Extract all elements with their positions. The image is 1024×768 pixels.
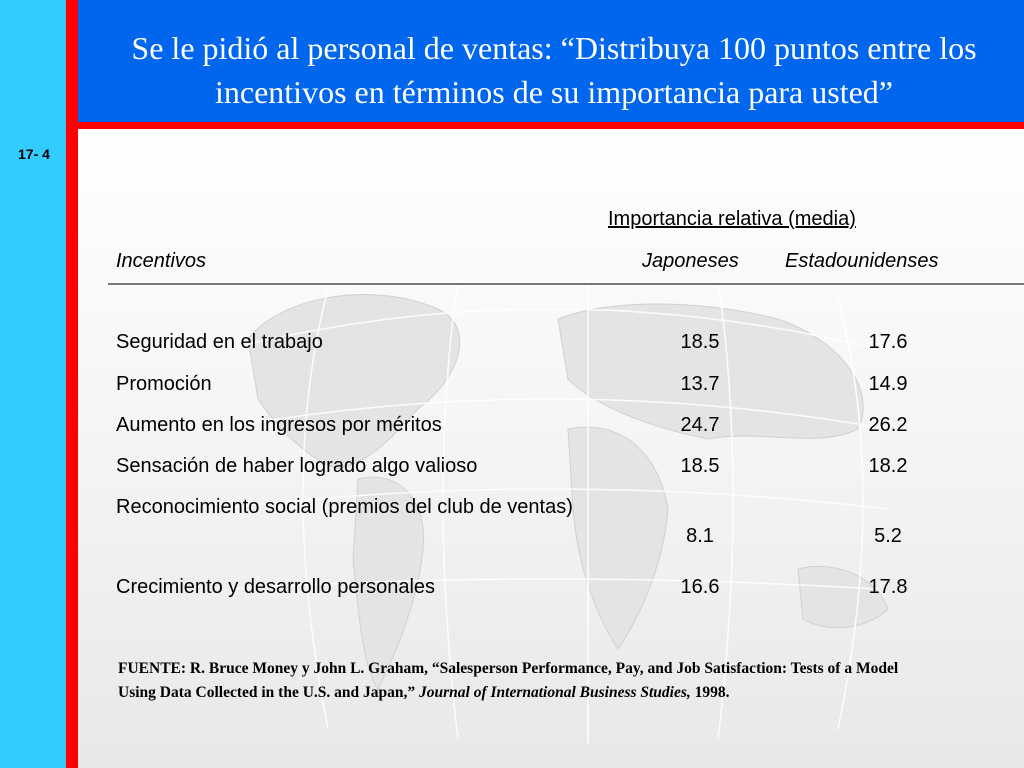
row-label: Aumento en los ingresos por méritos [116, 414, 442, 436]
japoneses-value: 8.1 [686, 525, 714, 547]
row-label: Sensación de haber logrado algo valioso [116, 455, 478, 477]
estadounidenses-value: 18.2 [868, 455, 908, 477]
japoneses-value: 18.5 [680, 455, 720, 477]
title-red-stripe [78, 122, 1024, 129]
japoneses-value: 16.6 [680, 576, 720, 598]
row-label: Promoción [116, 373, 212, 395]
source-text: FUENTE: R. Bruce Money y John L. Graham, “Salesperson Performance, Pay, and Job Satisfaction: Tests of a Model Using Data Collected in the U.S. and Japan,” [118, 660, 899, 701]
estadounidenses-value: 17.6 [868, 331, 908, 353]
row-label: Crecimiento y desarrollo personales [116, 576, 436, 598]
japoneses-value: 13.7 [680, 373, 720, 395]
importance-group-header: Importancia relativa (media) [608, 208, 856, 230]
estadounidenses-value: 14.9 [868, 373, 908, 395]
row-label: Seguridad en el trabajo [116, 331, 323, 353]
estadounidenses-value: 26.2 [868, 414, 908, 436]
estadounidenses-value: 5.2 [874, 525, 902, 547]
slide-number: 17- 4 [18, 146, 50, 162]
slide-title: Se le pidió al personal de ventas: “Distribuya 100 puntos entre los incentivos en términos de su importancia para usted” [131, 30, 977, 110]
japoneses-value: 18.5 [680, 331, 720, 353]
japoneses-column-header: Japoneses [642, 250, 739, 272]
left-red-stripe [66, 0, 78, 768]
left-side-bar [0, 0, 66, 768]
journal-name: Journal of International Business Studies, [419, 684, 691, 701]
row-label: Reconocimiento social (premios del club de ventas) [116, 496, 573, 518]
estadounidenses-column-header: Estadounidenses [785, 250, 939, 272]
estadounidenses-value: 17.8 [868, 576, 908, 598]
japoneses-value: 24.7 [680, 414, 720, 436]
source-citation [118, 657, 908, 705]
incentivos-column-header: Incentivos [116, 250, 207, 272]
source-year: 1998. [690, 684, 730, 701]
header-divider [108, 283, 1024, 285]
